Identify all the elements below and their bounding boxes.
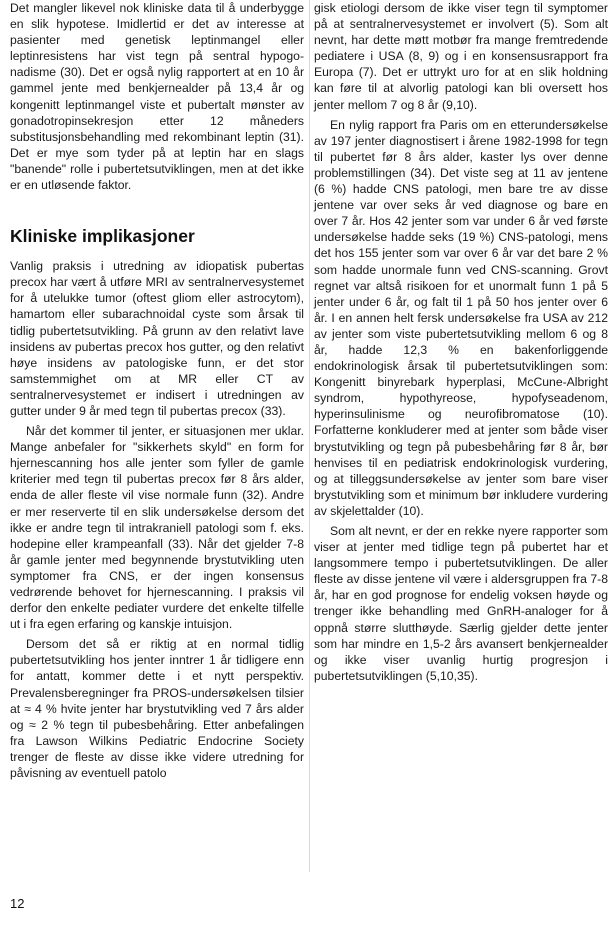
body-paragraph-3: Dersom det så er riktig at en normal tidlig pubertetsutvikling hos jenter inntrer 1 år tidligere enn for antatt, kommer dette i et nytt perspektiv. Prevalensberegninger fra PROS-undersøkelsen tilsier at ≈ 4 % hvite jenter har brystutvikling ved 7 års alder og ≈ 2 % tegn til pubesbehåring. Etter anbefalingen fra Lawson Wilkins Pediatric Endocrine Society trenger de fleste av disse ikke videre utredning for påvisning av eventuell patolo [10,637,304,781]
body-paragraph-1: Vanlig praksis i utredning av idiopatisk pubertas precox har vært å utføre MRI av sentralnervesystemet for å utelukke tumor (oftest gliom eller astrocytom), hamartom eller subarachnoidal cyste som årsak til tidlig pubertetsutvikling. På grunn av den relativt lave insidens av pubertas precox hos gutter, og den relativt høye insidens av patologiske funn, er det stor samstemmighet om at MR eller CT av sentralnervesystemet er indisert i utredningen av gutter under 9 år med tegn til pubertas precox (33). [10,259,304,418]
body-paragraph-continued: gisk etiologi dersom de ikke viser tegn til symptomer på at sentralnervesystemet er involvert (5). Som alt nevnt, har dette møtt motbør fra mange fremtredende pediatere i USA (8, 9) og i en konsensusrapport fra Europa (7). Det er uttrykt uro for at en slik holdning kan føre til at alvorlig patologi kan bli oversett hos jenter mellom 7 og 8 år (9,10). [314,1,608,112]
body-paragraph-2: Når det kommer til jenter, er situasjonen mer uklar. Mange anbefaler for "sikkerhets skyld" en form for hjernescanning hos alle jenter som fyller de gamle kriterier med tegn til pubertas precox før 8 års alder, enda de aller fleste vil vise normale funn (32). Andre er mer reserverte til en slik undersøkelse dersom det ikke er andre tegn til intrakraniell patologi som f. eks. hodepine eller krampeanfall (33). Når det gjelder 7-8 år gamle jenter med begynnende brystutvikling uten symptomer fra CNS, er der ingen konsensus vedrørende behovet for hjernescanning. I praksis vil derfor den enkelte pediater vurdere det enkelte tilfelle ut i fra egen erfaring og kanskje intuisjon. [10,424,304,632]
intro-paragraph: Det mangler likevel nok kliniske data til å underbygge en slik hypotese. Imidlertid er det av interesse at pasienter med genetisk leptinmangel eller leptinresistens har vist tegn på sentral hypogonadisme (30). Det er også nylig rapportert at en 10 år gammel jente med benkjernealder på 13,4 år og kongenitt leptinmangel viste et pubertalt mønster av gonadotropinsekresjon etter 12 måneders substitusjonsbehandling med rekombinant leptin (31). Det er mye som tyder på at leptin har en slags "banende" rolle i pubertetsutviklingen, men at det ikke er en utløsende faktor. [10,1,304,193]
section-heading: Kliniske implikasjoner [10,226,195,247]
left-column [10,0,304,781]
column-divider [309,0,310,872]
page-number: 12 [10,896,25,911]
body-paragraph-4: En nylig rapport fra Paris om en etterundersøkelse av 197 jenter diagnostisert i årene 1982-1998 for tegn til pubertet før 8 års alder, kaster lys over denne problemstillingen (34). Det viste seg at 11 av jentene (6 %) hadde CNS patologi, men bare tre av disse jentene var over seks år ved diagnose og bare en over 7 år. Hos 42 jenter som var under 6 år ved første undersøkelse hadde seks (19 %) CNS-patologi, mens det hos 155 jenter som var over 6 år var det bare 2 % som hadde unormale funn ved CNS-scanning. Grovt regnet var altså risikoen for et unormalt funn 1 på 5 jenter under 6 år, og falt til 1 på 50 hos jenter over 6 år. I en annen helt fersk undersøkelse fra USA av 212 av jenter som viste pubertetsutvikling mellom 6 og 8 år, hadde 12,3 % en bakenforliggende endokrinologisk årsak til pubertetsutviklingen som: Kongenitt binyrebark hyperplasi, McCune-Albright syndrom, hypothyreose, hypofyseadenom, hyperinsulinisme og neurofibromatose (10). Forfatterne konkluderer med at jenter som både viser brystutvikling og tegn på pubesbehåring før 8 år, bør henvises til en pediatrisk endokrinologisk vurdering, og at tilleggsundersøkelse av jenter som bare viser brystutvikling som et minimum bør inkludere vurdering av skjelettalder (10). [314,117,608,518]
right-column [314,0,608,684]
body-paragraph-5: Som alt nevnt, er der en rekke nyere rapporter som viser at jenter med tidlige tegn på pubertet har et langsommere tempo i pubertetsutviklingen. De aller fleste av disse jentene vil være i aldersgruppen fra 7-8 år, har en god prognose for endelig voksen høyde og trenger ikke behandling med GnRH-analoger for å oppnå større slutthøyde. Særlig gjelder dette jenter som har mindre en 1,5-2 års avansert benkjernealder og ikke viser uvanlig hurtig progresjon i pubertetsutviklingen (5,10,35). [314,524,608,683]
section-heading-wrap [10,225,304,247]
